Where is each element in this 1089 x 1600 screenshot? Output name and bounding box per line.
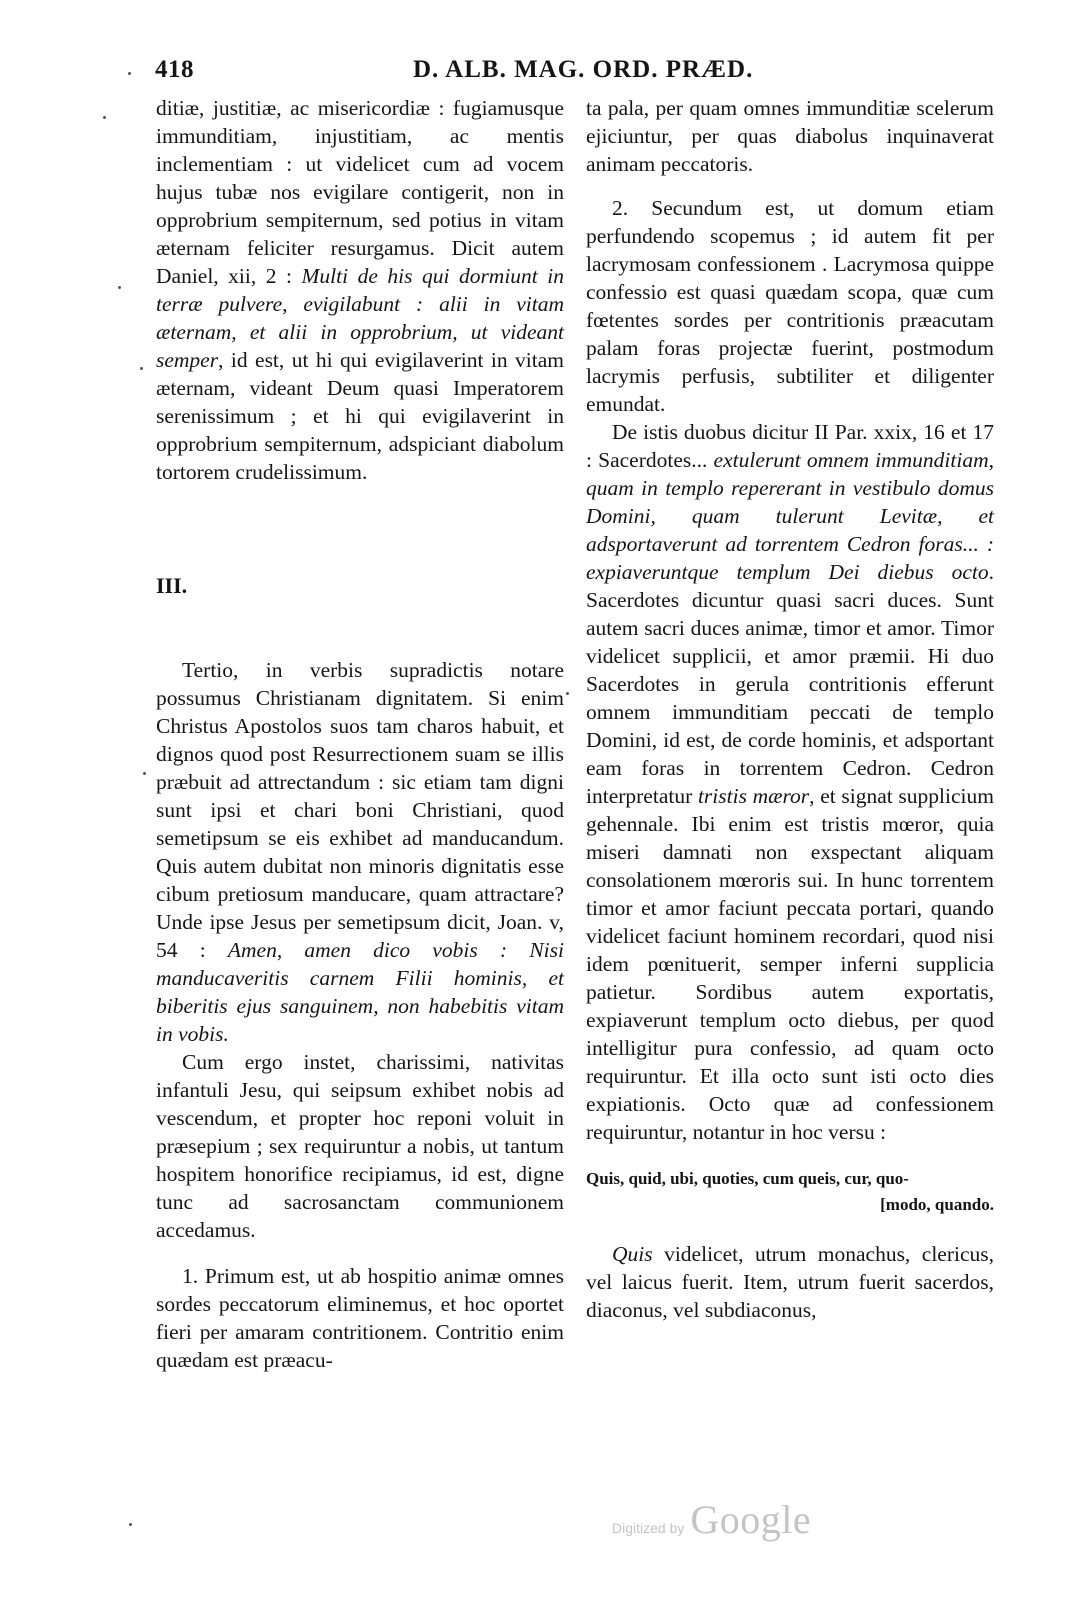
running-title: D. ALB. MAG. ORD. PRÆD. <box>413 56 754 83</box>
scan-speck <box>140 367 143 370</box>
text-run: ditiæ, justitiæ, ac misericordiæ : fugiamusque immunditiam, injustitiam, ac mentis inclementiam : ut videlicet cum ad vocem hujus tubæ nos evigilare contigerit, non in opprobrium sempiternum, sed potius in vitam æternam feliciter resurgamus. Dicit autem Daniel, xii, 2 : <box>156 96 564 288</box>
page-number: 418 <box>155 56 194 83</box>
text-run: Cum ergo instet, charissimi, nativitas infantuli Jesu, qui seipsum exhibet nobis ad vescendum, et propter hoc reponi voluit in præsepium ; sex requiruntur a nobis, ut tantum hospitem honorifice recipiamus, id est, digne tunc ad sacrosanctam communionem accedamus. <box>156 1050 564 1242</box>
paragraph <box>586 418 994 1146</box>
right-column <box>586 94 994 1324</box>
text-run: . Sacerdotes dicuntur quasi sacri duces. Sunt autem sacri duces animæ, timor et amor. Timor videlicet supplicii, et amor præmii. Hi duo Sacerdotes in gerula contritionis efferunt omnem immunditiam peccati de templo Domini, id est, de corde hominis, et adsportant eam foras in torrentem Cedron. Cedron interpretatur <box>586 560 994 808</box>
verse <box>586 1166 994 1218</box>
text-run: , et signat supplicium gehennale. Ibi enim est tristis mœror, quia miseri damnati non exspectant aliquam consolationem mœroris sui. In hunc torrentem timor et amor faciunt peccata portari, quando videlicet faciunt hominem recordari, quod nisi idem pœnituerit, semper inferni supplicia patietur. Sordibus autem exportatis, expiaverunt templum octo diebus, per quod intelligitur pura confessio, ad quam octo requiruntur. Et illa octo sunt isti octo dies expiationis. Octo quæ ad confessionem requiruntur, notantur in hoc versu : <box>586 784 994 1144</box>
scan-speck <box>566 692 569 695</box>
text-run: ta pala, per quam omnes immunditiæ scelerum ejiciuntur, per quas diabolus inquinaverat animam peccatoris. <box>586 96 994 176</box>
scan-speck <box>118 286 121 289</box>
left-column <box>156 94 564 1374</box>
paragraph <box>156 656 564 1048</box>
paragraph <box>156 1048 564 1244</box>
italic-text: Quis <box>612 1242 653 1266</box>
text-run: videlicet, utrum monachus, clericus, vel laicus fuerit. Item, utrum fuerit sacerdos, diaconus, vel subdiaconus, <box>586 1242 994 1322</box>
text-run: 1. Primum est, ut ab hospitio animæ omnes sordes peccatorum eliminemus, et hoc oportet fieri per amaram contritionem. Contritio enim quædam est præacu- <box>156 1264 564 1372</box>
paragraph <box>586 1240 994 1324</box>
scan-speck <box>143 772 146 775</box>
italic-text: extulerunt omnem immunditiam, quam in templo repererant in vestibulo domus Domini, quam tulerunt Levitæ, et adsportaverunt ad torrentem Cedron foras... : expiaveruntque templum Dei diebus octo <box>586 448 994 584</box>
verse-line: Quis, quid, ubi, quoties, cum queis, cur, quo- <box>586 1169 909 1188</box>
scan-speck <box>129 1523 132 1526</box>
italic-text: Amen, amen dico vobis : Nisi manducaveritis carnem Filii hominis, et biberitis ejus sanguinem, non habebitis vitam in vobis. <box>156 938 564 1046</box>
text-run: Tertio, in verbis supradictis notare possumus Christianam dignitatem. Si enim Christus Apostolos suos tam charos habuit, et dignos quod post Resurrectionem suam se illis præbuit ad attrectandum : sic etiam tam digni sunt ipsi et chari boni Christiani, quod semetipsum se eis exhibet ad manducandum. Quis autem dubitat non minoris dignitatis esse cibum pretiosum manducare, quam attractare? Unde ipse Jesus per semetipsum dicit, Joan. v, 54 : <box>156 658 564 962</box>
italic-text: Multi de his qui dormiunt in terræ pulvere, evigilabunt : alii in vitam æternam, et alii in opprobrium, ut videant semper <box>156 264 565 372</box>
watermark-digitized-by: Digitized by <box>612 1520 685 1536</box>
paragraph <box>586 194 994 418</box>
page-header <box>0 56 1089 88</box>
section-heading: III. <box>156 573 188 598</box>
paragraph <box>586 94 994 178</box>
text-run: , id est, ut hi qui evigilaverint in vitam æternam, videant Deum quasi Imperatorem serenissimum ; et hi qui evigilaverint in opprobrium sempiternum, adspiciant diabolum tortorem crudelissimum. <box>156 348 564 484</box>
scan-speck <box>128 72 131 75</box>
watermark-google: Google <box>690 1497 812 1542</box>
text-run: 2. Secundum est, ut domum etiam perfundendo scopemus ; id autem fit per lacrymosam confessionem . Lacrymosa quippe confessio est quasi quædam scopa, quæ cum fœtentes sordes per contritionis præacutam palam foras projectæ fuerint, postmodum lacrymis perfusis, subtiliter et diligenter emundat. <box>586 196 994 416</box>
text-run: De istis duobus dicitur II Par. xxix, 16 et 17 : Sacerdotes... <box>586 420 994 472</box>
verse-line: [modo, quando. <box>880 1195 994 1214</box>
paragraph <box>156 94 564 486</box>
scan-speck <box>103 116 106 119</box>
digitized-by-google-watermark <box>612 1496 811 1546</box>
paragraph <box>156 1262 564 1374</box>
italic-text: tristis mæror <box>697 784 810 808</box>
